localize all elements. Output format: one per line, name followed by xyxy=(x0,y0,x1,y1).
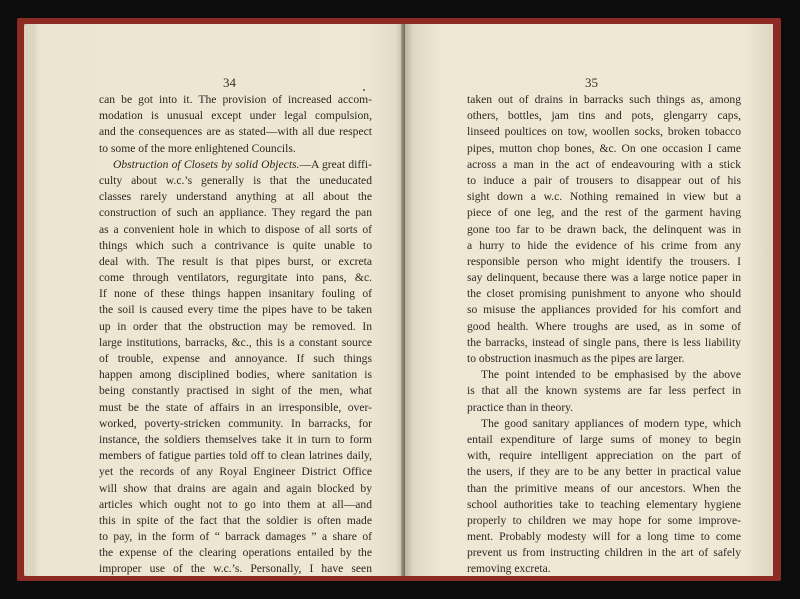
text-line: If none of these things happen insanitary fouling of xyxy=(99,287,372,301)
text-line: across a man in the act of endeavouring with a stick xyxy=(467,157,741,171)
text-line: culty about w.c.’s generally is that the uneducated xyxy=(99,173,372,187)
italic-heading: Obstruction of Closets by solid Objects. xyxy=(113,157,300,171)
left-page xyxy=(24,24,405,576)
heading-continuation: —A great diffi- xyxy=(299,157,372,171)
text-line: with, require intelligent appreciation on the part of xyxy=(467,449,741,463)
text-line: say delinquent, because there was a large notice paper in xyxy=(467,271,741,285)
text-line: prevent us from instructing children in the art of safely xyxy=(467,546,741,560)
text-line: is that all the known systems are far less perfect in xyxy=(467,384,741,398)
text-line: The good sanitary appliances of modern type, which xyxy=(481,416,741,430)
text-line: happen among disciplined bodies, where sanitation is xyxy=(99,368,372,382)
text-line: so misuse the appliances provided for his comfort and xyxy=(467,303,741,317)
text-line: sight down a w.c. Nothing remained in view but a xyxy=(467,190,741,204)
text-line: being constantly practised in sight of the men, what xyxy=(99,384,372,398)
text-line: to induce a pair of trousers to disappear out of his xyxy=(467,173,741,187)
page-number-left: 34 xyxy=(223,75,236,90)
text-line: must be the state of affairs in an irresponsible, over- xyxy=(99,400,372,414)
text-line: yet the records of any Royal Engineer District Office xyxy=(99,465,372,479)
right-page xyxy=(405,24,773,576)
ink-speck xyxy=(363,89,365,91)
text-line: the expense of the clearing operations entailed by the xyxy=(99,546,372,560)
text-line: to pay, in the form of “ barrack damages ” a share of xyxy=(99,530,372,544)
text-line: others, bottles, jam tins and pots, glengarry caps, xyxy=(467,109,741,123)
text-line: members of fatigue parties told off to clean latrines daily, xyxy=(99,449,372,463)
text-line: things which such a contrivance is quite unable to xyxy=(99,238,372,252)
text-line: gone too far to be drawn back, the delinquent was in xyxy=(467,222,741,236)
text-line: taken out of drains in barracks such things as, among xyxy=(467,93,741,106)
text-line: school authorities take to teaching elementary hygiene xyxy=(467,497,741,511)
text-line: linseed poultices on tow, woollen socks, broken tobacco xyxy=(467,125,741,139)
text-line: piece of one leg, and the rest of the garment having xyxy=(467,206,741,220)
text-line: the users, if they are to be any better in practical value xyxy=(467,465,741,479)
right-page-text xyxy=(467,92,741,578)
text-line: the barracks, instead of single pans, there is less liability xyxy=(467,335,741,349)
text-line: the soil is caused every time the pipes have to be taken xyxy=(99,303,372,317)
text-line: good health. Where troughs are used, as in some of xyxy=(467,319,741,333)
text-line: practice than in theory. xyxy=(467,400,574,414)
text-line: The point intended to be emphasised by the above xyxy=(481,368,741,382)
text-line: pipes, mutton chop bones, &c. On one occasion I came xyxy=(467,141,741,155)
text-line: and the consequences are as stated—with all due respect xyxy=(99,125,372,139)
text-line: to some of the more enlightened Councils. xyxy=(99,141,296,155)
text-line: entail expenditure of large sums of money to begin xyxy=(467,432,741,446)
text-line: instance, the soldiers themselves take it in turn to form xyxy=(99,432,372,446)
text-line: ment. Probably modesty will for a long time to come xyxy=(467,530,741,544)
text-line: up in order that the obstruction may be removed. In xyxy=(99,319,372,333)
text-line: worked, poverty-stricken community. In barracks, for xyxy=(99,416,372,430)
text-line: come through ventilators, regurgitate into pans, &c. xyxy=(99,271,372,285)
text-line: responsible person who might identify the trousers. I xyxy=(467,254,741,268)
text-line: as a convenient hole in which to dispose of all sorts of xyxy=(99,222,372,236)
text-line: to obstruction inasmuch as the pipes are larger. xyxy=(467,352,685,365)
text-line: than the primitive means of our ancestors. When the xyxy=(467,481,741,495)
page-number-right: 35 xyxy=(585,75,598,90)
text-line: the closet promising punishment to anyone who should xyxy=(467,287,741,301)
text-line: articles which ought not to go into them at all—and xyxy=(99,497,372,511)
section-heading-line xyxy=(99,157,372,173)
text-line: classes rarely understand anything at all about the xyxy=(99,190,372,204)
text-line: deal with. The result is that pipes burst, or excreta xyxy=(99,254,372,268)
text-line: will show that drains are again and again blocked by xyxy=(99,481,372,495)
text-line: can be got into it. The provision of increased accom- xyxy=(99,93,372,106)
left-page-text xyxy=(99,92,372,578)
text-line: this in spite of the fact that the soldier is often made xyxy=(99,513,372,527)
text-line: a hurry to hide the evidence of his crime from any xyxy=(467,238,741,252)
text-line: construction of such an appliance. They regard the pan xyxy=(99,206,372,220)
text-line: removing excreta. xyxy=(467,562,551,576)
text-line: of trouble, expense and annoyance. If such things xyxy=(99,352,372,365)
text-line: modation is unusual except under legal compulsion, xyxy=(99,109,372,123)
text-line: large institutions, barracks, &c., this is a constant source xyxy=(99,335,372,349)
text-line: improper use of the w.c.’s. Personally, I have seen xyxy=(99,562,372,576)
text-line: properly to children we may hope for some improve- xyxy=(467,513,741,527)
